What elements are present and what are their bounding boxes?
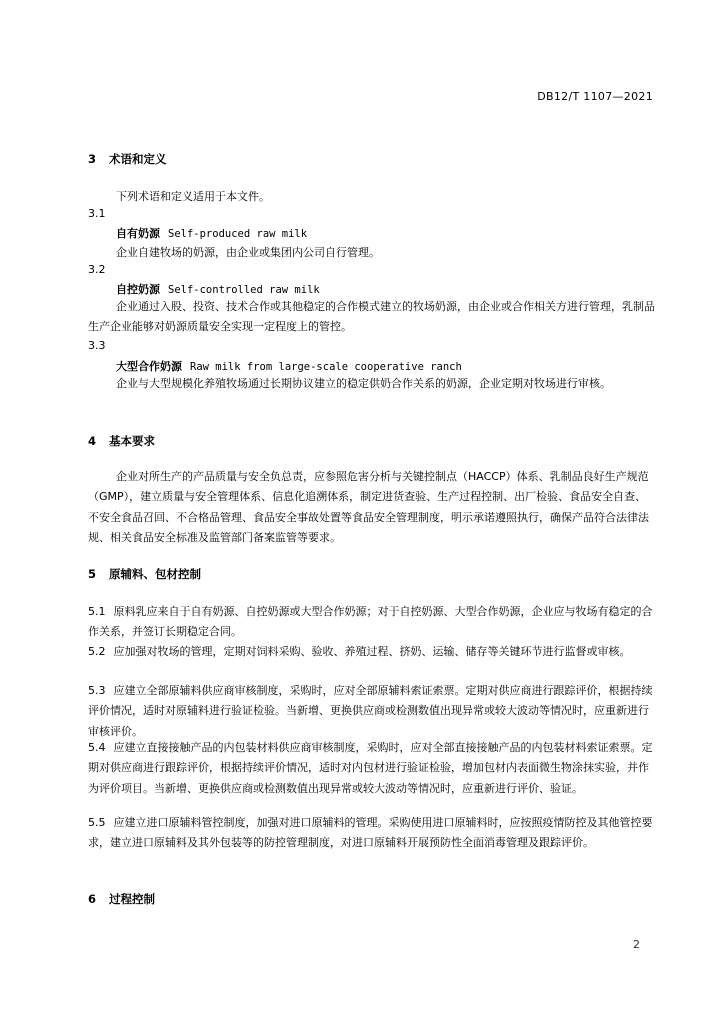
term-number: 3.3	[88, 339, 106, 352]
section-number: 5	[88, 567, 97, 581]
document-code: DB12/T 1107—2021	[537, 90, 653, 103]
term-definition: 企业自建牧场的奶源，由企业或集团内公司自行管理。	[116, 246, 380, 259]
section-number: 4	[88, 434, 97, 448]
clause-5-4	[88, 738, 657, 799]
clause-number: 5.2	[88, 645, 106, 658]
term-english: Self-produced raw milk	[168, 228, 308, 240]
term-heading	[116, 358, 462, 374]
clause-5-1	[88, 602, 657, 643]
section-6-heading	[88, 891, 155, 907]
term-english: Self-controlled raw milk	[168, 284, 320, 296]
term-definition: 企业通过入股、投资、技术合作或其他稳定的合作模式建立的牧场奶源，由企业或合作相关方进行管理，乳制品生产企业能够对奶源质量安全实现一定程度上的管控。	[88, 300, 655, 334]
clause-text: 应建立全部原辅料供应商审核制度，采购时，应对全部原辅料索证索票。定期对供应商进行跟踪评价，根据持续评价情况，适时对原辅料进行验证检验。当新增、更换供应商或检测数值出现异常或较大波动等情况时，应重新进行审核评价。	[88, 684, 653, 738]
term-chinese: 自有奶源	[116, 227, 160, 240]
clause-number: 5.1	[88, 605, 106, 618]
section-title: 过程控制	[109, 892, 155, 906]
term-chinese: 大型合作奶源	[116, 360, 182, 373]
term-number: 3.1	[88, 207, 106, 220]
section-5-heading	[88, 566, 201, 582]
clause-text: 原料乳应来自于自有奶源、自控奶源或大型合作奶源；对于自控奶源、大型合作奶源，企业应与牧场有稳定的合作关系，并签订长期稳定合同。	[88, 605, 653, 639]
clause-number: 5.3	[88, 684, 106, 697]
section-4-heading	[88, 433, 155, 449]
clause-5-5	[88, 813, 657, 854]
term-heading	[116, 225, 307, 241]
clause-text: 应建立直接接触产品的内包装材料供应商审核制度，采购时，应对全部直接接触产品的内包装材料索证索票。定期对供应商进行跟踪评价，根据持续评价情况，适时对内包材进行验证检验，增加包材内表面微生物涂抹实验，并作为评价项目。当新增、更换供应商或检测数值出现异常或较大波动等情况时，应重新进行评价、验证。	[88, 741, 653, 795]
term-english: Raw milk from large-scale cooperative ranch	[190, 361, 462, 373]
section-title: 基本要求	[109, 434, 155, 448]
clause-5-3	[88, 681, 657, 742]
term-definition: 企业与大型规模化养殖牧场通过长期协议建立的稳定供奶合作关系的奶源，企业定期对牧场进行审核。	[116, 377, 611, 390]
clause-text: 应建立进口原辅料管控制度，加强对进口原辅料的管理。采购使用进口原辅料时，应按照疫情防控及其他管控要求，建立进口原辅料及其外包装等的防控管理制度，对进口原辅料开展预防性全面消毒管理及跟踪评价。	[88, 816, 653, 850]
term-number: 3.2	[88, 263, 106, 276]
clause-number: 5.4	[88, 741, 106, 754]
section-number: 6	[88, 892, 97, 906]
term-heading	[116, 281, 320, 297]
section-4-body: 企业对所生产的产品质量与安全负总责，应参照危害分析与关键控制点（HACCP）体系、乳制品良好生产规范（GMP），建立质量与安全管理体系、信息化追溯体系，制定进货查验、生产过程控制、出厂检验、食品安全自查、不安全食品召回、不合格品管理、食品安全事故处置等食品安全管理制度，明示承诺遵照执行，确保产品符合法律法规、相关食品安全标准及监管部门备案监管等要求。	[88, 470, 649, 544]
section-title: 术语和定义	[109, 152, 167, 166]
section-3-heading	[88, 151, 167, 167]
term-chinese: 自控奶源	[116, 283, 160, 296]
clause-number: 5.5	[88, 816, 106, 829]
clause-text: 应加强对牧场的管理，定期对饲料采购、验收、养殖过程、挤奶、运输、储存等关键环节进行监督或审核。	[113, 645, 631, 658]
section-3-intro: 下列术语和定义适用于本文件。	[116, 190, 270, 203]
section-number: 3	[88, 152, 97, 166]
clause-5-2	[88, 642, 657, 662]
page-number: 2	[633, 938, 640, 951]
section-title: 原辅料、包材控制	[109, 567, 201, 581]
